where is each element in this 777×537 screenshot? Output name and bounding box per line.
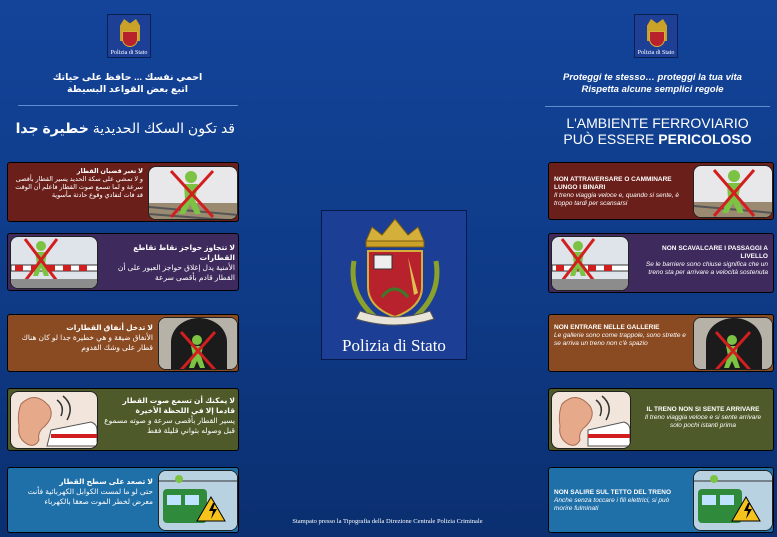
- ear-train-icon: [10, 391, 98, 449]
- police-emblem-large: [321, 210, 467, 360]
- emblem-icon: [322, 211, 468, 331]
- slogan: [40, 72, 215, 96]
- slogan-line-1: Proteggi te stesso… proteggi la tua vita: [563, 72, 742, 83]
- rule-card-5: [7, 467, 239, 533]
- train-electric-hazard-icon: [693, 470, 773, 531]
- divider: [18, 105, 238, 106]
- rule-text-3: لا تدخل أنفاق القطارات الأنفاق ضيقة و هي خطيرة جدا لو كان هناك قطار على وشك القدوم: [21, 323, 153, 352]
- panel-title: [10, 120, 235, 137]
- slogan-line-2: اتبع بعض القواعد البسيطة: [66, 84, 189, 95]
- rule-card-3: [548, 314, 774, 372]
- title-bold: خطيرة جدا: [15, 120, 89, 136]
- rule-text-2: NON SCAVALCARE I PASSAGGI A LIVELLO Se le barriere sono chiuse significa che un treno sta per arrivare a velocità sostenuta: [645, 245, 768, 276]
- rule-text-4: IL TRENO NON SI SENTE ARRIVARE Il treno viaggia veloce e si sente arrivare solo pochi istanti prima: [644, 406, 762, 429]
- slogan-line-1: احمي نفسك ... حافظ على حياتك: [52, 72, 203, 83]
- level-crossing-icon: [551, 236, 629, 291]
- title-normal: قد تكون السكك الحديدية: [92, 120, 235, 136]
- rule-text-4: لا يمكنك أن تسمع صوت القطار قادما إلا في اللحظة الأخيرة يسير القطار بأقصى سرعة و صوته مسموع قبل وصوله بثواني قليلة فقط: [104, 396, 235, 435]
- printer-note: Stampato presso la Tipografia della Direzione Centrale Polizia Criminale: [292, 518, 483, 525]
- rule-card-2: [548, 233, 774, 293]
- center-panel: [255, 0, 520, 537]
- rule-card-4: [7, 388, 239, 451]
- rule-text-5: NON SALIRE SUL TETTO DEL TRENO Anche senza toccare i fili elettrici, si può morire fulminati: [554, 489, 672, 512]
- walker-crossed-icon: [148, 166, 238, 220]
- right-panel: [520, 0, 777, 537]
- slogan-line-2: Rispetta alcune semplici regole: [581, 84, 724, 95]
- title-line-2-normal: PUÒ ESSERE: [563, 131, 655, 147]
- title-line-2-bold: PERICOLOSO: [658, 131, 752, 147]
- walker-crossed-icon: [693, 165, 773, 218]
- ear-train-icon: [551, 391, 631, 449]
- title-line-1: L'AMBIENTE FERROVIARIO: [566, 115, 749, 131]
- rule-card-5: [548, 467, 774, 533]
- rule-card-2: [7, 233, 239, 291]
- police-emblem-small: Polizia di Stato: [107, 14, 151, 58]
- panel-title: [540, 115, 775, 147]
- rule-card-1: [548, 162, 774, 220]
- rule-text-5: لا تصعد على سطح القطار حتى لو ما لمست الكوابل الكهربائية فأنت معرض لخطر الموت صعقا بالكهرباء: [27, 477, 153, 506]
- rule-card-4: [548, 388, 774, 451]
- tunnel-icon: [693, 317, 773, 370]
- rule-text-1: لا تعبر قضبان القطار و لا تمشي على سكة الحديد يسير القطار بأقصى سرعة و لما تسمع صوت القطار فاعلم أن الوقت قد فات لتفادي وقوع حادثة مأسوية: [15, 168, 143, 199]
- rule-card-3: [7, 314, 239, 372]
- rule-text-3: NON ENTRARE NELLE GALLERIE Le gallerie sono come trappole, sono strette e se arriva un treno non c'è spazio: [554, 324, 686, 347]
- emblem-caption: Polizia di Stato: [342, 336, 446, 355]
- rule-text-1: NON ATTRAVERSARE O CAMMINARE LUNGO I BINARI Il treno viaggia veloce e, quando si sente, è troppo tardi per scansarsi: [554, 176, 680, 207]
- left-panel: [0, 0, 255, 537]
- police-emblem-small: Polizia di Stato: [634, 14, 678, 58]
- train-electric-hazard-icon: [158, 470, 238, 531]
- tunnel-icon: [158, 317, 238, 370]
- divider: [545, 106, 770, 107]
- rule-text-2: لا تتجاوز حواجز نقاط تقاطع القطارات الأمنية يدل إغلاق حواجز العبور على أن القطار قادم بأقصى سرعة: [117, 243, 235, 282]
- rule-card-1: [7, 162, 239, 222]
- level-crossing-icon: [10, 236, 98, 289]
- slogan: [540, 72, 765, 96]
